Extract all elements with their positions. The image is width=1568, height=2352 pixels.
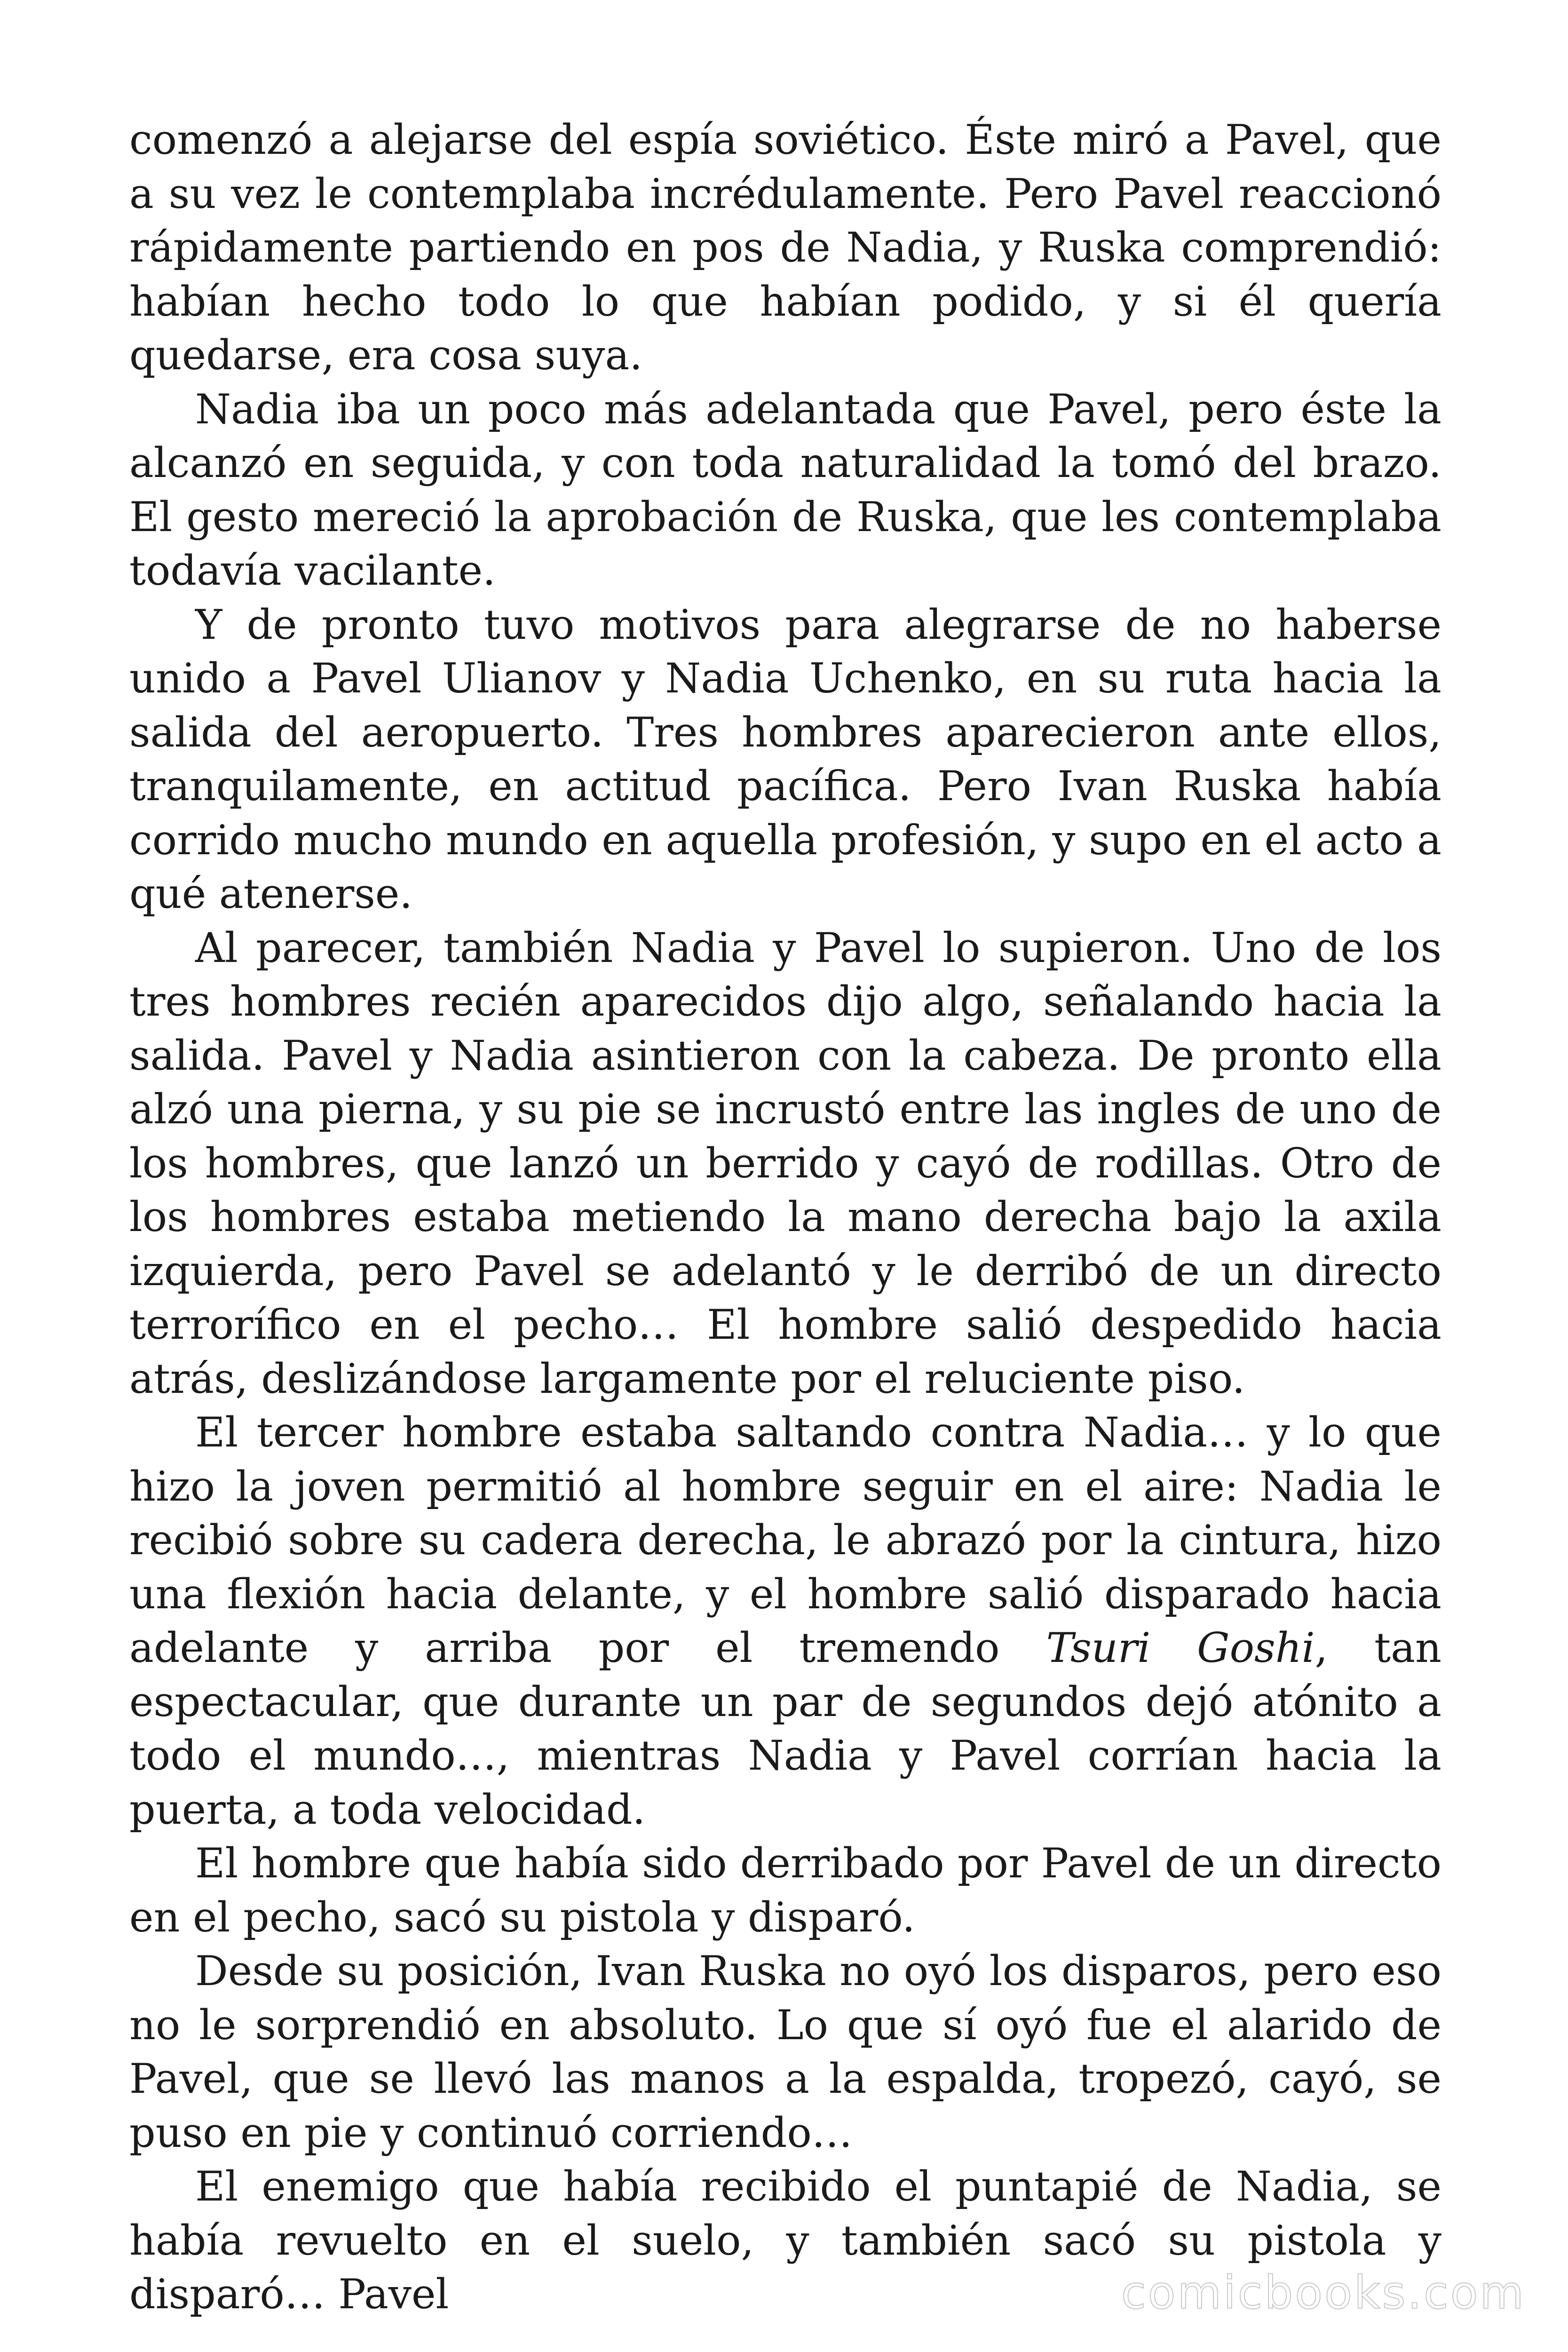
paragraph-5-text-before: El tercer hombre estaba saltando contra Nadia… y lo que hizo la joven permitió al hombre seguir en el aire: Nadia le recibió sobre su cadera derecha, le abrazó por la cintura, hizo una flexión hacia delante, y el hombre salió disparado hacia adelante y arriba por el tremendo xyxy=(129,1408,1441,1672)
paragraph-5 xyxy=(129,1406,1441,1836)
paragraph-2: Nadia iba un poco más adelantada que Pavel, pero éste la alcanzó en seguida, y con toda naturalidad la tomó del brazo. El gesto mereció la aprobación de Ruska, que les contemplaba todavía vacilante. xyxy=(129,385,1441,595)
watermark: comicbooks.com xyxy=(1121,2266,1526,2319)
paragraph-1: comenzó a alejarse del espía soviético. Éste miró a Pavel, que a su vez le contemplaba incrédulamente. Pero Pavel reaccionó rápidamente partiendo en pos de Nadia, y Ruska comprendió: habían hecho todo lo que habían podido, y si él quería quedarse, era cosa suya. xyxy=(129,116,1441,379)
paragraph-8: El enemigo que había recibido el puntapié de Nadia, se había revuelto en el suelo, y también sacó su pistola y disparó… Pavel xyxy=(129,2162,1441,2318)
paragraph-5-text-after: , tan espectacular, que durante un par de segundos dejó atónito a todo el mundo…, mientras Nadia y Pavel corrían hacia la puerta, a toda velocidad. xyxy=(129,1624,1442,1834)
body-text xyxy=(129,113,1441,2321)
paragraph-4: Al parecer, también Nadia y Pavel lo supieron. Uno de los tres hombres recién aparecidos dijo algo, señalando hacia la salida. Pavel y Nadia asintieron con la cabeza. De pronto ella alzó una pierna, y su pie se incrustó entre las ingles de uno de los hombres, que lanzó un berrido y cayó de rodillas. Otro de los hombres estaba metiendo la mano derecha bajo la axila izquierda, pero Pavel se adelantó y le derribó de un directo terrorífico en el pecho… El hombre salió despedido hacia atrás, deslizándose largamente por el reluciente piso. xyxy=(129,923,1441,1403)
paragraph-7: Desde su posición, Ivan Ruska no oyó los disparos, pero eso no le sorprendió en absoluto. Lo que sí oyó fue el alarido de Pavel, que se llevó las manos a la espalda, tropezó, cayó, se puso en pie y continuó corriendo… xyxy=(129,1947,1441,2157)
paragraph-5-italic-term: Tsuri Goshi xyxy=(1046,1624,1315,1672)
paragraph-6: El hombre que había sido derribado por Pavel de un directo en el pecho, sacó su pistola y disparó. xyxy=(129,1839,1441,1941)
paragraph-3: Y de pronto tuvo motivos para alegrarse de no haberse unido a Pavel Ulianov y Nadia Uchenko, en su ruta hacia la salida del aeropuerto. Tres hombres aparecieron ante ellos, tranquilamente, en actitud pacífica. Pero Ivan Ruska había corrido mucho mundo en aquella profesión, y supo en el acto a qué atenerse. xyxy=(129,600,1441,918)
